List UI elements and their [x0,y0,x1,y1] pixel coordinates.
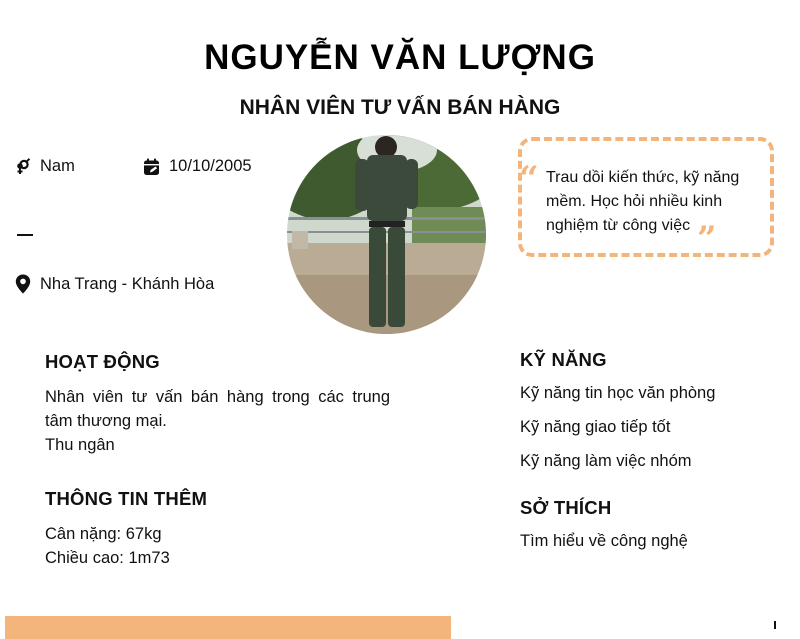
close-quote-icon: ” [697,219,717,259]
avatar [287,135,486,334]
open-quote-icon: “ [519,159,539,199]
job-title: NHÂN VIÊN TƯ VẤN BÁN HÀNG [239,96,561,119]
gender-icon [14,158,31,175]
extra-info-title: THÔNG TIN THÊM [45,488,208,509]
empty-field-dash [17,234,33,236]
extra-info-item: Cân nặng: 67kg [45,525,162,543]
activity-item: Nhân viên tư vấn bán hàng trong các trung tâm thương mại. [45,388,390,430]
skill-item: Kỹ năng giao tiếp tốt [520,418,671,436]
calendar-icon [143,158,160,176]
gender-value: Nam [40,157,75,175]
hobby-item: Tìm hiểu về công nghệ [520,532,688,550]
address-row [15,274,214,294]
address-value: Nha Trang - Khánh Hòa [40,274,215,293]
text-cursor-mark [774,621,776,629]
birthday-value: 10/10/2005 [169,157,252,175]
objective-text: Trau dồi kiến thức, kỹ năng mềm. Học hỏi nhiều kinh nghiệm từ công việc [546,169,740,234]
hobbies-title: SỞ THÍCH [520,497,612,518]
gender-row [14,157,75,176]
extra-info-item: Chiều cao: 1m73 [45,549,170,567]
accent-bar [5,616,451,639]
skill-item: Kỹ năng làm việc nhóm [520,452,692,470]
skills-title: KỸ NĂNG [520,349,607,370]
map-pin-icon [15,274,31,294]
activities-title: HOẠT ĐỘNG [45,351,160,372]
skill-item: Kỹ năng tin học văn phòng [520,384,716,402]
full-name: NGUYỄN VĂN LƯỢNG [204,38,596,77]
activity-item: Thu ngân [45,436,115,454]
birthday-row [143,157,252,176]
